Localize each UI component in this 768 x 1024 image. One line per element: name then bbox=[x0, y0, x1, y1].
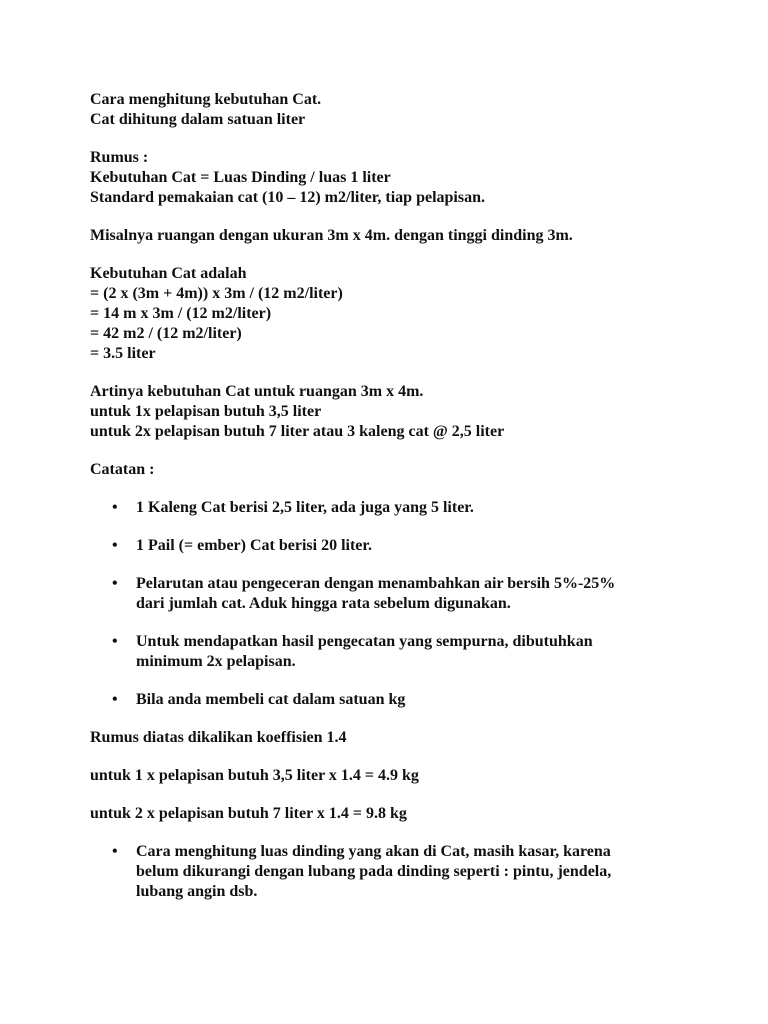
intro-paragraph bbox=[90, 90, 710, 130]
list-item bbox=[90, 690, 710, 710]
notes-heading-paragraph bbox=[90, 460, 710, 480]
meaning-line: Artinya kebutuhan Cat untuk ruangan 3m x 4m. bbox=[90, 383, 424, 400]
calculation-result: = 3.5 liter bbox=[90, 345, 156, 362]
list-item bbox=[90, 574, 710, 614]
list-item-text: dari jumlah cat. Aduk hingga rata sebelum digunakan. bbox=[136, 595, 511, 612]
bullet-icon: • bbox=[112, 499, 118, 516]
list-item bbox=[90, 632, 710, 672]
final-notes-list bbox=[90, 842, 710, 902]
calculation-heading: Kebutuhan Cat adalah bbox=[90, 265, 247, 282]
bullet-icon: • bbox=[112, 691, 118, 708]
kg-one-coat-paragraph bbox=[90, 766, 710, 786]
bullet-icon: • bbox=[112, 537, 118, 554]
bullet-icon: • bbox=[112, 575, 118, 592]
calculation-step: = 14 m x 3m / (12 m2/liter) bbox=[90, 305, 272, 322]
list-item-text: belum dikurangi dengan lubang pada dinding seperti : pintu, jendela, bbox=[136, 863, 612, 880]
example-line: Misalnya ruangan dengan ukuran 3m x 4m. dengan tinggi dinding 3m. bbox=[90, 227, 573, 244]
bullet-icon: • bbox=[112, 633, 118, 650]
list-item-text: Pelarutan atau pengeceran dengan menambahkan air bersih 5%-25% bbox=[136, 575, 616, 592]
formula-heading: Rumus : bbox=[90, 149, 149, 166]
list-item-text: 1 Kaleng Cat berisi 2,5 liter, ada juga yang 5 liter. bbox=[136, 499, 474, 516]
standard-usage-line: Standard pemakaian cat (10 – 12) m2/liter, tiap pelapisan. bbox=[90, 189, 485, 206]
list-item bbox=[90, 842, 710, 902]
meaning-line: untuk 1x pelapisan butuh 3,5 liter bbox=[90, 403, 322, 420]
formula-paragraph bbox=[90, 148, 710, 208]
bullet-icon: • bbox=[112, 843, 118, 860]
list-item-text: Bila anda membeli cat dalam satuan kg bbox=[136, 691, 406, 708]
kg-one-coat-line: untuk 1 x pelapisan butuh 3,5 liter x 1.4 = 4.9 kg bbox=[90, 767, 419, 784]
document-page bbox=[90, 90, 710, 920]
list-item bbox=[90, 498, 710, 518]
formula-line: Kebutuhan Cat = Luas Dinding / luas 1 liter bbox=[90, 169, 391, 186]
intro-line: Cat dihitung dalam satuan liter bbox=[90, 111, 306, 128]
calculation-step: = (2 x (3m + 4m)) x 3m / (12 m2/liter) bbox=[90, 285, 343, 302]
list-item-text: Untuk mendapatkan hasil pengecatan yang sempurna, dibutuhkan bbox=[136, 633, 593, 650]
coefficient-paragraph bbox=[90, 728, 710, 748]
coefficient-line: Rumus diatas dikalikan koeffisien 1.4 bbox=[90, 729, 347, 746]
list-item bbox=[90, 536, 710, 556]
kg-two-coat-line: untuk 2 x pelapisan butuh 7 liter x 1.4 = 9.8 kg bbox=[90, 805, 407, 822]
meaning-paragraph bbox=[90, 382, 710, 442]
notes-list bbox=[90, 498, 710, 710]
list-item-text: 1 Pail (= ember) Cat berisi 20 liter. bbox=[136, 537, 373, 554]
document-title: Cara menghitung kebutuhan Cat. bbox=[90, 91, 322, 108]
kg-two-coat-paragraph bbox=[90, 804, 710, 824]
list-item-text: Cara menghitung luas dinding yang akan di Cat, masih kasar, karena bbox=[136, 843, 611, 860]
notes-heading: Catatan : bbox=[90, 461, 155, 478]
list-item-text: lubang angin dsb. bbox=[136, 883, 258, 900]
calculation-paragraph bbox=[90, 264, 710, 364]
meaning-line: untuk 2x pelapisan butuh 7 liter atau 3 kaleng cat @ 2,5 liter bbox=[90, 423, 505, 440]
example-paragraph bbox=[90, 226, 710, 246]
calculation-step: = 42 m2 / (12 m2/liter) bbox=[90, 325, 242, 342]
list-item-text: minimum 2x pelapisan. bbox=[136, 653, 296, 670]
